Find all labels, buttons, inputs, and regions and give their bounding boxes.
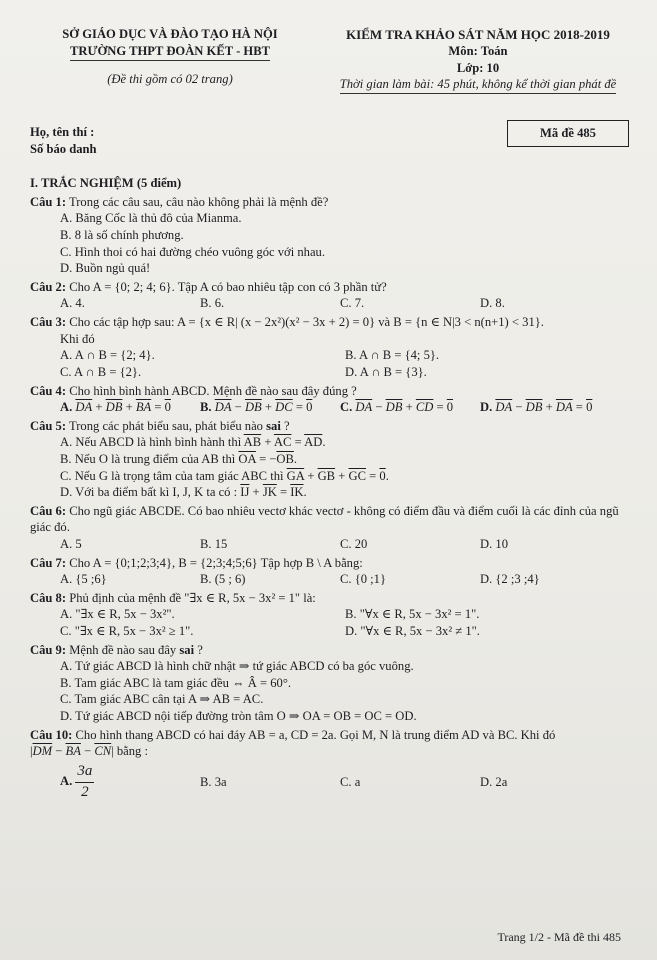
zero-vector: 0 — [379, 468, 386, 483]
option-c — [30, 468, 633, 485]
exam-title: KIỂM TRA KHẢO SÁT NĂM HỌC 2018-2019 — [346, 27, 610, 42]
option-b: B. 6. — [200, 296, 225, 311]
option-c: C. 7. — [340, 296, 365, 311]
abs-bar: | — [30, 744, 33, 759]
option-d: D. A ∩ B = {3}. — [345, 364, 427, 379]
question-text-end: bằng : — [116, 744, 148, 759]
operator: = — [575, 400, 583, 415]
abs-bar: | — [111, 744, 114, 759]
option-text: D. Với ba điểm bất kì I, J, K ta có : — [60, 485, 238, 500]
option-c: C. a — [340, 774, 361, 789]
vector: $\overline{BA}$ — [135, 400, 152, 415]
header-left — [30, 26, 310, 94]
vector: $\overline{DA}$ — [214, 400, 232, 415]
question-9 — [30, 642, 633, 659]
option-d: D. 10 — [480, 537, 508, 551]
vector: $\overline{DA}$ — [355, 400, 373, 415]
question-number: Câu 4: — [30, 383, 67, 398]
school-name: TRƯỜNG THPT ĐOÀN KẾT - HBT — [70, 43, 270, 62]
option-d: D. 2a — [480, 774, 508, 789]
header — [30, 26, 633, 94]
question-text-bold: sai — [266, 418, 281, 433]
question-10 — [30, 727, 633, 744]
question-number: Câu 7: — [30, 555, 67, 570]
question-text-cont: Khi đó — [60, 331, 95, 346]
vector: $\overline{AD}$ — [304, 435, 323, 450]
grade: Lớp: 10 — [456, 60, 500, 75]
option-c: C. "∃x ∈ R, 5x − 3x² ≥ 1". — [60, 624, 194, 639]
operator: + — [264, 435, 272, 450]
option-d: D. Buồn ngủ quá! — [60, 261, 151, 276]
zero-vector: 0 — [586, 400, 593, 415]
question-text-cont — [30, 743, 633, 760]
question-1 — [30, 194, 633, 211]
vector: $\overline{IJ}$ — [240, 485, 250, 500]
header-right — [323, 26, 633, 94]
operator: = — [154, 400, 162, 415]
question-text: Trong các phát biểu sau, phát biểu nào — [68, 418, 263, 433]
operator: = — [295, 400, 303, 415]
question-text: Cho A = {0; 2; 4; 6}. Tập A có bao nhiêu tập con có 3 phần tử? — [69, 279, 387, 294]
vector: $\overline{DA}$ — [555, 400, 573, 415]
student-info — [30, 124, 633, 157]
exam-code-box: Mã đề 485 — [507, 120, 629, 147]
vector: $\overline{OA}$ — [238, 451, 256, 466]
option-b: B. A ∩ B = {4; 5}. — [345, 348, 440, 363]
operator: = — [279, 485, 288, 500]
option-a — [30, 434, 633, 451]
question-number: Câu 6: — [30, 503, 67, 518]
question-text: Trong các câu sau, câu nào không phải là mệnh đề? — [68, 194, 329, 209]
option-a: A. {5 ;6} — [60, 572, 107, 587]
pages-note: (Đề thi gồm có 02 trang) — [107, 72, 233, 87]
option-b: B. "∀x ∈ R, 5x − 3x² = 1". — [345, 607, 480, 622]
question-text: Cho A = {0;1;2;3;4}, B = {2;3;4;5;6} Tập hợp B \ A bằng: — [69, 555, 363, 570]
vector: $\overline{DA}$ — [75, 400, 93, 415]
option-b: B. (5 ; 6) — [200, 572, 246, 587]
operator: − — [515, 400, 523, 415]
option-label: C. — [340, 400, 353, 415]
question-text: Cho hình thang ABCD có hai đáy AB = a, CD = 2a. Gọi M, N là trung điểm AD và BC. Khi đó — [75, 727, 556, 742]
vector: $\overline{CD}$ — [415, 400, 434, 415]
name-label: Họ, tên thí : — [30, 124, 95, 139]
operator: + — [252, 485, 260, 500]
option-b: B. 3a — [200, 774, 227, 789]
option-c: C. 20 — [340, 537, 368, 551]
question-text-bold: sai — [179, 642, 195, 657]
option-c: C. Hình thoi có hai đường chéo vuông góc với nhau. — [60, 244, 325, 259]
question-text: Phủ định của mệnh đề "∃x ∈ R, 5x − 3x² = 1" là: — [69, 590, 316, 605]
vector: $\overline{OB}$ — [276, 451, 294, 466]
option-d — [30, 484, 633, 501]
options-row — [30, 536, 633, 553]
question-number: Câu 8: — [30, 590, 67, 605]
question-number: Câu 2: — [30, 279, 67, 294]
question-7 — [30, 555, 633, 572]
question-number: Câu 3: — [30, 315, 67, 330]
operator: + — [125, 400, 133, 415]
operator: + — [307, 468, 315, 483]
vector: $\overline{GB}$ — [317, 468, 336, 483]
vector: $\overline{DB}$ — [244, 400, 262, 415]
options-row — [30, 571, 633, 588]
option-a — [60, 399, 200, 416]
vector: $\overline{IK}$ — [290, 485, 304, 500]
question-number: Câu 10: — [30, 727, 73, 742]
punct: . — [322, 435, 326, 450]
vector: $\overline{DB}$ — [105, 400, 123, 415]
vector: $\overline{DC}$ — [275, 400, 293, 415]
option-a: A. 5 — [60, 537, 82, 551]
question-text-end: ? — [283, 418, 290, 433]
options-row — [30, 399, 633, 416]
question-number: Câu 1: — [30, 194, 67, 209]
options-row — [30, 623, 633, 640]
operator: − — [84, 744, 92, 759]
question-2 — [30, 279, 633, 296]
question-3 — [30, 314, 633, 331]
section-title: I. TRẮC NGHIỆM (5 điểm) — [30, 176, 182, 191]
operator: = — [294, 435, 302, 450]
option-b — [30, 451, 633, 468]
operator: + — [95, 400, 103, 415]
question-text: Cho các tập hợp sau: A = {x ∈ R| (x − 2x²)(x² − 3x + 2) = 0} và B = {n ∈ N|3 < n(n+1) < 31}. — [69, 315, 544, 330]
zero-vector: 0 — [446, 400, 454, 415]
operator: + — [338, 468, 346, 483]
operator: − — [234, 400, 242, 415]
question-text: Cho hình bình hành ABCD. Mệnh đề nào sau đây đúng ? — [69, 383, 357, 398]
operator: + — [545, 400, 553, 415]
vector: $\overline{DB}$ — [385, 400, 403, 415]
question-text-end: ? — [197, 642, 203, 657]
option-label: A. — [60, 774, 73, 789]
options-row — [30, 364, 633, 381]
question-number: Câu 5: — [30, 418, 67, 433]
options-row — [30, 347, 633, 364]
option-text: A. Nếu ABCD là hình bình hành thì — [60, 435, 242, 450]
operator: + — [405, 400, 413, 415]
option-text: B. Nếu O là trung điểm của AB thì — [60, 451, 236, 466]
option-d: D. "∀x ∈ R, 5x − 3x² ≠ 1". — [345, 624, 480, 639]
option-b: B. Tam giác ABC là tam giác đều ⇔ Â = 60°. — [60, 675, 292, 690]
option-b — [200, 399, 340, 416]
option-a: A. Tứ giác ABCD là hình chữ nhật ⇒ tứ giác ABCD có ba góc vuông. — [60, 659, 414, 674]
zero-vector: 0 — [164, 400, 171, 415]
option-a: A. A ∩ B = {2; 4}. — [60, 348, 155, 363]
question-text: Cho ngũ giác ABCDE. Có bao nhiêu vectơ khác vectơ - không có điểm đầu và điểm cuối là các đỉnh của ngũ giác đó. — [30, 503, 619, 535]
subject: Môn: Toán — [448, 44, 508, 59]
operator: − — [55, 744, 63, 759]
fraction — [75, 762, 94, 803]
denominator: 2 — [81, 783, 89, 800]
vector: $\overline{CN}$ — [94, 744, 112, 759]
question-6 — [30, 503, 633, 536]
numerator: 3a — [75, 762, 94, 783]
options-row — [30, 606, 633, 623]
punct: . — [293, 451, 298, 466]
option-a: A. Băng Cốc là thủ đô của Mianma. — [60, 211, 242, 226]
department: SỞ GIÁO DỤC VÀ ĐÀO TẠO HÀ NỘI — [62, 27, 278, 41]
operator: + — [264, 400, 272, 415]
vector: $\overline{BA}$ — [65, 744, 81, 759]
vector: $\overline{AC}$ — [273, 435, 292, 450]
zero-vector: 0 — [306, 400, 313, 415]
punct: . — [303, 485, 307, 500]
option-d — [480, 399, 620, 416]
question-number: Câu 9: — [30, 642, 67, 657]
option-b: B. 8 là số chính phương. — [60, 228, 184, 243]
question-4 — [30, 383, 633, 400]
option-label: D. — [480, 400, 493, 415]
vector: $\overline{DB}$ — [525, 400, 543, 415]
option-c: C. A ∩ B = {2}. — [60, 364, 142, 379]
vector: $\overline{JK}$ — [262, 485, 277, 500]
operator: = − — [259, 451, 277, 466]
question-5 — [30, 418, 633, 435]
option-d: D. {2 ;3 ;4} — [480, 572, 540, 587]
operator: = — [436, 400, 444, 415]
vector: $\overline{DA}$ — [495, 400, 513, 415]
option-a: A. "∃x ∈ R, 5x − 3x²". — [60, 607, 175, 622]
option-text: C. Nếu G là trọng tâm của tam giác ABC thì — [60, 468, 284, 483]
operator: = — [369, 468, 377, 483]
options-row — [30, 295, 633, 312]
options-row — [30, 762, 633, 803]
question-text: Mệnh đề nào sau đây — [69, 642, 177, 657]
option-label: A. — [60, 400, 73, 415]
option-c: C. Tam giác ABC cân tại A ⇒ AB = AC. — [60, 692, 264, 707]
option-a: A. 4. — [60, 296, 85, 311]
page-footer: Trang 1/2 - Mã đề thi 485 — [497, 930, 621, 945]
option-a — [60, 762, 200, 803]
vector: $\overline{AB}$ — [243, 435, 262, 450]
option-c — [340, 399, 480, 416]
option-b: B. 15 — [200, 537, 228, 551]
option-d: D. 8. — [480, 296, 505, 311]
time-limit: Thời gian làm bài: 45 phút, không kể thời gian phát đề — [340, 76, 617, 94]
option-c: C. {0 ;1} — [340, 572, 387, 587]
vector: $\overline{GA}$ — [286, 468, 305, 483]
option-label: B. — [200, 400, 212, 415]
question-8 — [30, 590, 633, 607]
operator: − — [375, 400, 383, 415]
student-fields — [30, 124, 97, 157]
vector: $\overline{DM}$ — [32, 744, 53, 759]
vector: $\overline{GC}$ — [348, 468, 366, 483]
punct: . — [385, 468, 389, 483]
id-label: Số báo danh — [30, 141, 97, 156]
option-d: D. Tứ giác ABCD nội tiếp đường tròn tâm O ⇒ OA = OB = OC = OD. — [60, 709, 417, 724]
